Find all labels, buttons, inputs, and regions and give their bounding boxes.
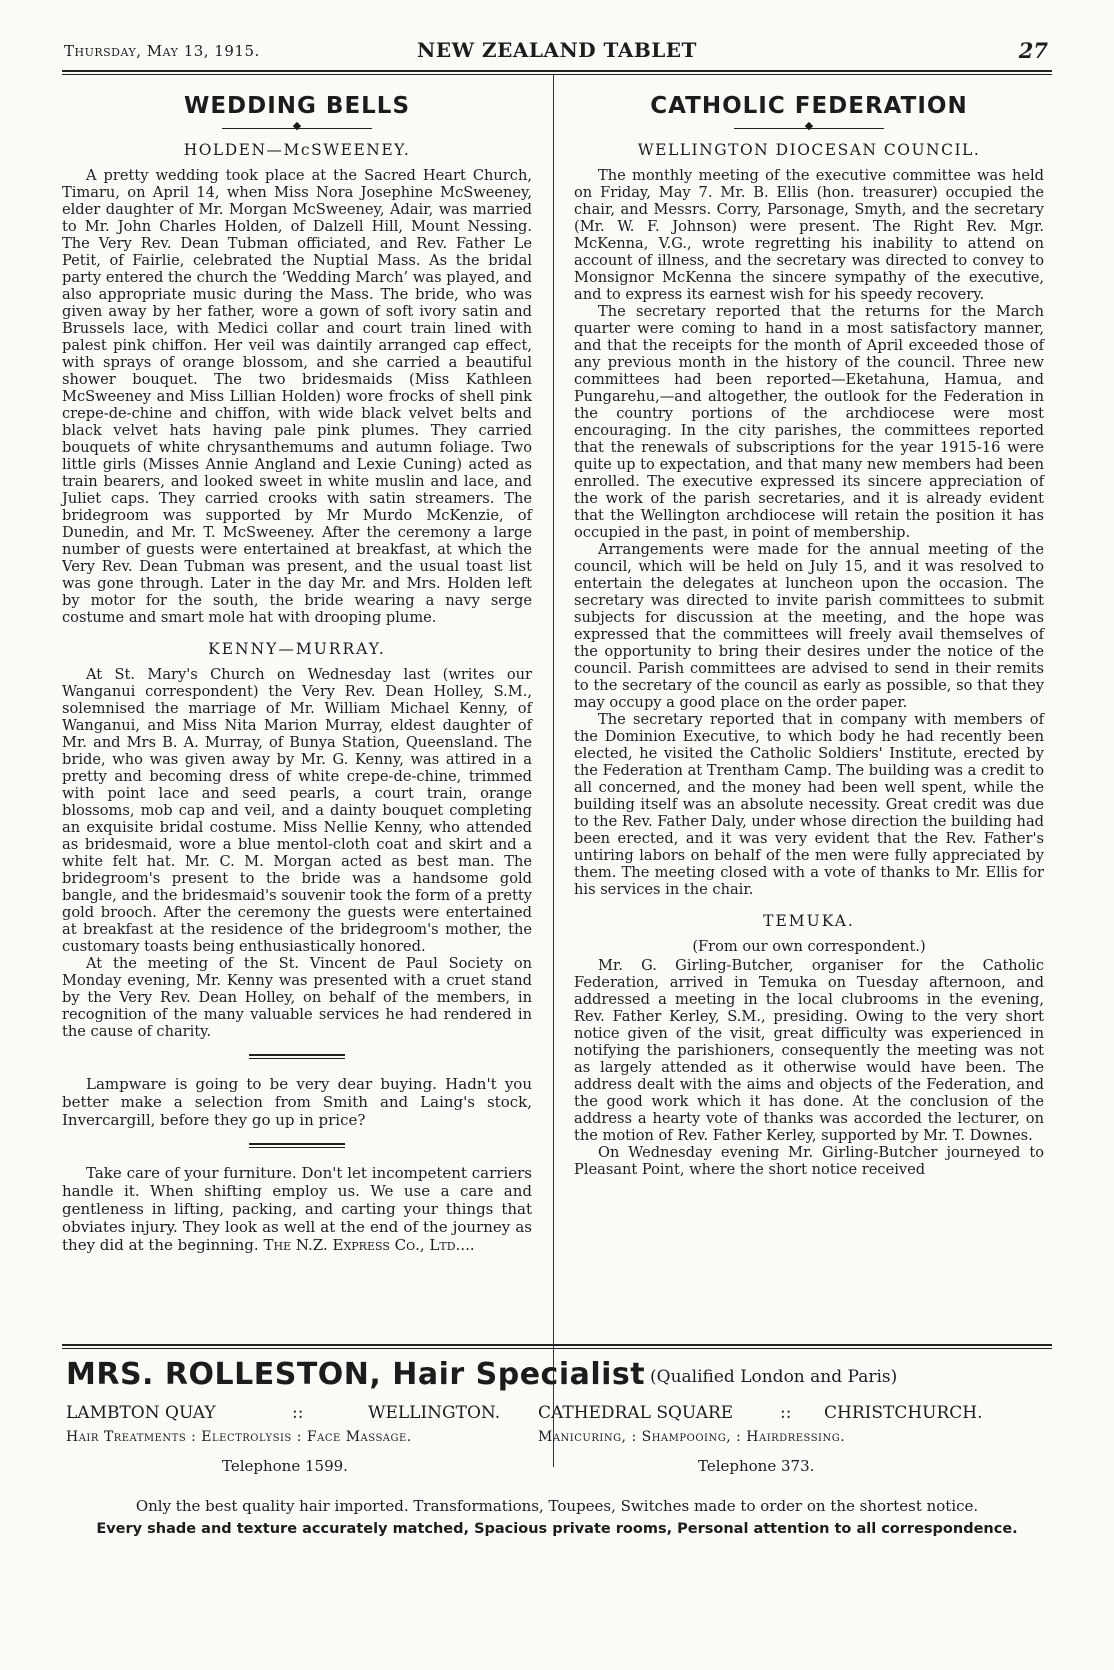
furniture-ad-text: Take care of your furniture. Don't let incompetent carriers handle it. When shifting employ us. We use a care and gentleness in lifting, packing, and carting your things that obviates injury. They look as well at the end of the journey as they did at the beginning. xyxy=(62,1164,532,1254)
ad-title: MRS. ROLLESTON, Hair Specialist xyxy=(66,1357,646,1392)
ad-footer-line-2: Every shade and texture accurately matched, Spacious private rooms, Personal attention to all correspondence. xyxy=(96,1521,1018,1537)
wellington-subhead: WELLINGTON DIOCESAN COUNCIL. xyxy=(637,141,981,159)
right-telephone: Telephone 373. xyxy=(698,1457,815,1475)
newspaper-page xyxy=(62,38,1052,1537)
section-divider xyxy=(249,1054,345,1059)
ornament-rule xyxy=(222,123,372,135)
kenny-article: At St. Mary's Church on Wednesday last (writes our Wanganui correspondent) the Very Rev. Dean Holley, S.M., solemnised the marriage of Mr. William Michael Kenny, of Wanganui, and Miss Nita Marion Murray, eldest daughter of Mr. and Mrs B. A. Murray, of Bunya Station, Queensland. The bride, who was given away by Mr. G. Kenny, was attired in a pretty and becoming dress of white crepe-de-chine, trimmed with point lace and seed pearls, a court train, orange blossoms, mob cap and veil, and a dainty bouquet completing an exquisite bridal costume. Miss Nellie Kenny, who attended as bridesmaid, wore a blue mentol-cloth coat and skirt and a white felt hat. Mr. C. M. Morgan acted as best man. The bridegroom's present to the bride was a handsome gold bangle, and the bridesmaid's souvenir took the form of a pretty gold brooch. After the ceremony the guests were entertained at breakfast at the residence of the bridegroom's mother, the customary toasts being enthusiastically honored. xyxy=(62,666,532,955)
temuka-paragraph-1: Mr. G. Girling-Butcher, organiser for the Catholic Federation, arrived in Temuka on Tuesday afternoon, and addressed a meeting in the local clubrooms in the evening, Rev. Father Kerley, S.M., presiding. Owing to the very short notice given of the visit, great difficulty was experienced in notifying the parishioners, consequently the meeting was not as largely attended as it otherwise would have been. The address dealt with the aims and objects of the Federation, and the good work which it has done. At the conclusion of the address a hearty vote of thanks was accorded the lecturer, on the motion of Rev. Father Kerley, supported by Mr. T. Downes. xyxy=(574,957,1044,1144)
federation-paragraph-3: Arrangements were made for the annual meeting of the council, which will be held on July 15, and it was resolved to entertain the delegates at luncheon upon the occasion. The secretary was directed to invite parish committees to submit subjects for discussion at the meeting, and the hope was expressed that the committees will freely avail themselves of the opportunity to bring their desires under the notice of the council. Parish committees are advised to send in their remits to the secretary of the council as early as possible, so that they may occupy a good place on the order paper. xyxy=(574,541,1044,711)
issue-date: Thursday, May 13, 1915. xyxy=(64,42,260,60)
left-column xyxy=(62,85,532,1254)
holden-article: A pretty wedding took place at the Sacred Heart Church, Timaru, on April 14, when Miss Nora Josephine McSweeney, elder daughter of Mr. Morgan McSweeney, Adair, was married to Mr. John Charles Holden, of Dalzell Hill, Mount Nessing. The Very Rev. Dean Tubman officiated, and Rev. Father Le Petit, of Fairlie, celebrated the Nuptial Mass. As the bridal party entered the church the ‘Wedding March’ was played, and also appropriate music during the Mass. The bride, who was given away by her father, wore a gown of soft ivory satin and Brussels lace, with Medici collar and court train lined with palest pink chiffon. Her veil was daintily arranged cap effect, with sprays of orange blossom, and she carried a beautiful shower bouquet. The two bridesmaids (Miss Kathleen McSweeney and Miss Lillian Holden) wore frocks of shell pink crepe-de-chine and chiffon, with wide black velvet belts and black velvet hats having pale pink plumes. They carried bouquets of white chrysanthemums and autumn foliage. Two little girls (Misses Annie Angland and Lexie Cuning) acted as train bearers, and looked sweet in white muslin and lace, and Juliet caps. They carried crooks with satin streamers. The bridegroom was supported by Mr Murdo McKenzie, of Dunedin, and Mr. T. McSweeney. After the ceremony a large number of guests were entertained at breakfast, at which the Very Rev. Dean Tubman was present, and the usual toast list was gone through. Later in the day Mr. and Mrs. Holden left by motor for the south, the bride wearing a navy serge costume and smart mole hat with drooping plume. xyxy=(62,167,532,626)
temuka-paragraph-2: On Wednesday evening Mr. Girling-Butcher journeyed to Pleasant Point, where the short notice received xyxy=(574,1144,1044,1178)
correspondent-note: (From our own correspondent.) xyxy=(692,938,926,955)
left-telephone: Telephone 1599. xyxy=(222,1457,348,1475)
furniture-ad xyxy=(62,1164,532,1254)
wedding-bells-heading: WEDDING BELLS xyxy=(183,93,411,119)
section-divider xyxy=(249,1143,345,1148)
ad-footer-line-1: Only the best quality hair imported. Transformations, Toupees, Switches made to order on the shortest notice. xyxy=(135,1497,979,1515)
catholic-federation-heading: CATHOLIC FEDERATION xyxy=(650,93,968,119)
column-divider xyxy=(553,75,554,1467)
right-street: CATHEDRAL SQUARE xyxy=(538,1403,734,1423)
left-street: LAMBTON QUAY xyxy=(66,1403,216,1423)
kenny-article-p2: At the meeting of the St. Vincent de Paul Society on Monday evening, Mr. Kenny was presented with a cruet stand by the Very Rev. Dean Holley, on behalf of the members, in recognition of the many valuable services he had rendered in the cause of charity. xyxy=(62,955,532,1040)
holden-subhead: HOLDEN—McSWEENEY. xyxy=(183,141,411,159)
masthead xyxy=(62,38,1052,68)
ornament-rule xyxy=(734,123,884,135)
left-city: WELLINGTON. xyxy=(368,1403,501,1423)
lampware-ad: Lampware is going to be very dear buying. Hadn't you better make a selection from Smith and Laing's stock, Invercargill, before they go up in price? xyxy=(62,1075,532,1129)
right-city: CHRISTCHURCH. xyxy=(824,1403,983,1423)
federation-paragraph-2: The secretary reported that the returns for the March quarter were coming to hand in a most satisfactory manner, and that the receipts for the month of April exceeded those of any previous month in the history of the council. Three new committees had been reported—Eketahuna, Hamua, and Pungarehu,—and altogether, the outlook for the Federation in the country portions of the archdiocese were most encouraging. In the city parishes, the committees reported that the renewals of subscriptions for the year 1915-16 were quite up to expectation, and that many new members had been enrolled. The executive expressed its sincere appreciation of the work of the parish secretaries, and it is already evident that the Wellington archdiocese will retain the position it has occupied in the past, in point of membership. xyxy=(574,303,1044,541)
page-number: 27 xyxy=(1018,38,1048,63)
newspaper-title: NEW ZEALAND TABLET xyxy=(417,38,697,62)
federation-paragraph-4: The secretary reported that in company with members of the Dominion Executive, to which body he had recently been elected, he visited the Catholic Soldiers' Institute, erected by the Federation at Trentham Camp. The building was a credit to all concerned, and the money had been well spent, while the building itself was an absolute necessity. Great credit was due to the Rev. Father Daly, under whose direction the building had been erected, and it was very evident that the Rev. Father's untiring labors on behalf of the men were fully appreciated by them. The meeting closed with a vote of thanks to Mr. Ellis for his services in the chair. xyxy=(574,711,1044,898)
rolleston-advertisement xyxy=(62,1344,1052,1537)
right-column xyxy=(574,85,1044,1178)
right-services: Manicuring, : Shampooing, : Hairdressing. xyxy=(538,1429,846,1445)
ad-qualification: (Qualified London and Paris) xyxy=(650,1367,898,1387)
ad-locations xyxy=(62,1395,1052,1491)
federation-paragraph-1: The monthly meeting of the executive committee was held on Friday, May 7. Mr. B. Ellis (hon. treasurer) occupied the chair, and Messrs. Corry, Parsonage, Smyth, and the secretary (Mr. W. F. Johnson) were present. The Right Rev. Mgr. McKenna, V.G., wrote regretting his inability to attend on account of illness, and the secretary was directed to convey to Monsignor McKenna the sincere sympathy of the executive, and to express its earnest wish for his speedy recovery. xyxy=(574,167,1044,303)
right-separator: :: xyxy=(780,1403,792,1423)
furniture-ad-signature: The N.Z. Express Co., Ltd.... xyxy=(263,1236,475,1254)
temuka-subhead: TEMUKA. xyxy=(763,912,855,930)
left-separator: :: xyxy=(292,1403,304,1423)
kenny-subhead: KENNY—MURRAY. xyxy=(208,640,386,658)
left-services: Hair Treatments : Electrolysis : Face Massage. xyxy=(66,1429,412,1445)
ad-title-row xyxy=(62,1349,1052,1395)
columns xyxy=(62,75,1052,1467)
